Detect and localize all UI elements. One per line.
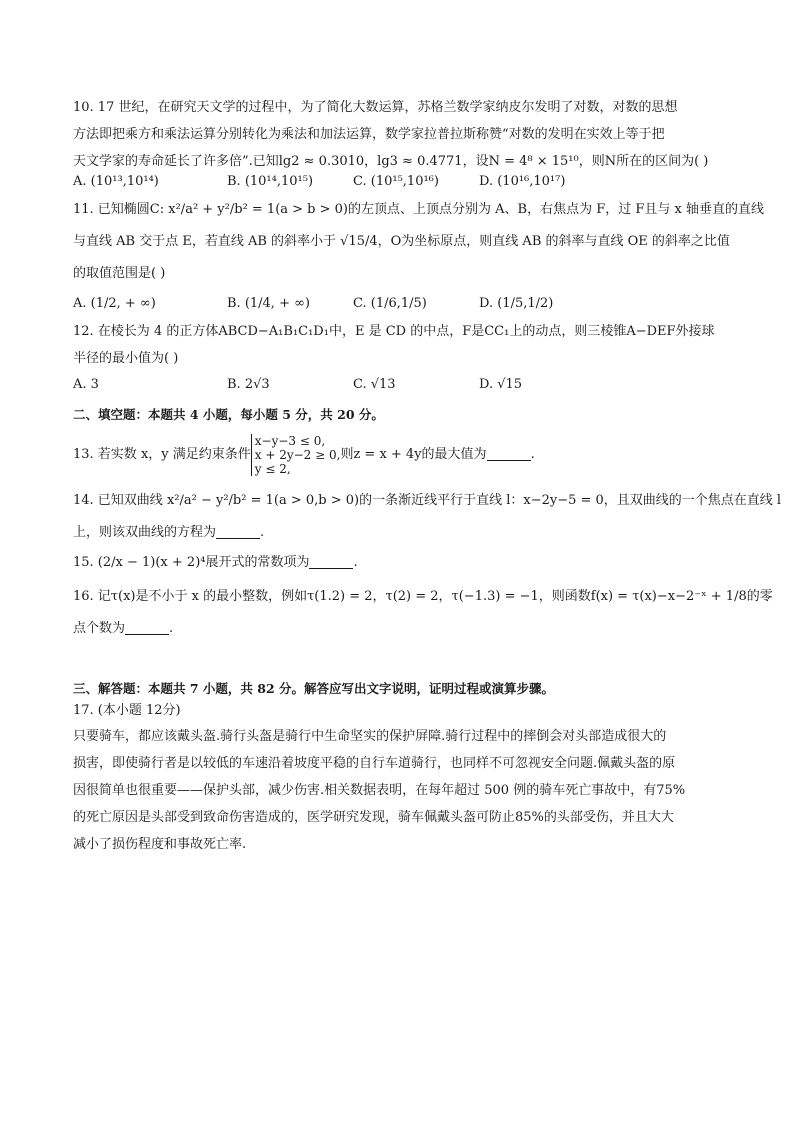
question-text: 的取值范围是( ) (73, 266, 166, 281)
option-b[interactable]: B. 2√3 (227, 377, 270, 392)
answer-blank[interactable] (309, 556, 353, 569)
question-text: 上，则该双曲线的方程为 (73, 525, 217, 540)
paragraph-line: 减小了损伤程度和事故死亡率. (73, 837, 247, 852)
question-title: 17. (本小题 12分) (73, 703, 181, 718)
answer-blank[interactable] (487, 448, 531, 461)
question-13: 13. 若实数 x，y 满足约束条件 x−y−3 ≤ 0, x + 2y−2 ≥ 0, y ≤ 2, 则z = x + 4y的最大值为 . (73, 433, 535, 476)
answer-blank[interactable] (125, 622, 169, 635)
section-heading: 二、填空题：本题共 4 小题，每小题 5 分，共 20 分。 (73, 407, 384, 422)
paragraph-line: 的死亡原因是头部受到致命伤害造成的，医学研究发现，骑车佩戴头盔可防止85%的头部受伤，并且大大 (73, 810, 674, 825)
option-c[interactable]: C. √13 (353, 377, 396, 392)
option-b[interactable]: B. (1/4, + ∞) (227, 296, 311, 311)
question-text: 则z = x + 4y的最大值为 (340, 447, 487, 462)
question-10 (73, 98, 723, 192)
option-d[interactable]: D. (1/5,1/2) (479, 296, 554, 311)
question-text: 点个数为 (73, 621, 126, 636)
options (73, 294, 723, 314)
exam-page (73, 98, 782, 855)
option-a[interactable]: A. (1/2, + ∞) (73, 296, 156, 311)
answer-blank[interactable] (216, 526, 260, 539)
question-text: 15. (2/x − 1)(x + 2)⁴展开式的常数项为 (73, 555, 310, 570)
option-a[interactable]: A. 3 (73, 377, 99, 392)
constraint: x + 2y−2 ≥ 0, (254, 447, 341, 462)
question-text: 半径的最小值为( ) (73, 351, 179, 366)
options (73, 375, 723, 395)
option-a[interactable]: A. (10¹³,10¹⁴) (73, 174, 159, 189)
paragraph-line: 损害，即使骑行者是以较低的车速沿着坡度平稳的自行车道骑行，也同样不可忽视安全问题.佩戴头盔的原 (73, 756, 676, 771)
question-12 (73, 322, 723, 395)
option-c[interactable]: C. (1/6,1/5) (353, 296, 427, 311)
question-17 (73, 701, 723, 855)
question-15: 15. (2/x − 1)(x + 2)⁴展开式的常数项为 . (73, 555, 358, 570)
question-text: 14. 已知双曲线 x²/a² − y²/b² = 1(a > 0,b > 0)的一条渐近线平行于直线 l：x−2y−5 = 0，且双曲线的一个焦点在直线 l (73, 493, 782, 508)
question-text: 天文学家的寿命延长了许多倍”.已知lg2 ≈ 0.3010，lg3 ≈ 0.4771，设N = 4⁸ × 15¹⁰，则N所在的区间为( ) (73, 154, 709, 169)
constraint: x−y−3 ≤ 0, (254, 433, 326, 448)
question-text: 13. 若实数 x，y 满足约束条件 (73, 447, 251, 462)
constraint-system (251, 434, 341, 476)
question-text: 与直线 AB 交于点 E，若直线 AB 的斜率小于 √15/4，O为坐标原点，则直线 AB 的斜率与直线 OE 的斜率之比值 (73, 234, 730, 249)
paragraph-line: 因很简单也很重要——保护头部，减少伤害.相关数据表明，在每年超过 500 例的骑车死亡事故中，有75% (73, 783, 686, 798)
question-text: 16. 记τ(x)是不小于 x 的最小整数，例如τ(1.2) = 2，τ(2) = 2，τ(−1.3) = −1，则函数f(x) = τ(x)−x−2⁻ˣ + 1/8的零 (73, 589, 773, 604)
option-d[interactable]: D. (10¹⁶,10¹⁷) (479, 174, 566, 189)
question-11 (73, 200, 764, 314)
option-d[interactable]: D. √15 (479, 377, 523, 392)
paragraph-line: 只要骑车，都应该戴头盔.骑行头盔是骑行中生命坚实的保护屏障.骑行过程中的摔倒会对头部造成很大的 (73, 729, 667, 744)
question-text: 10. 17 世纪，在研究天文学的过程中，为了简化大数运算，苏格兰数学家纳皮尔发明了对数，对数的思想 (73, 100, 678, 115)
section-heading: 三、解答题：本题共 7 小题，共 82 分。解答应写出文字说明，证明过程或演算步骤。 (73, 681, 555, 696)
question-14: 14. 已知双曲线 x²/a² − y²/b² = 1(a > 0,b > 0)的一条渐近线平行于直线 l：x−2y−5 = 0，且双曲线的一个焦点在直线 l 上，则该双曲线的方程为 . (73, 493, 782, 540)
question-text: 11. 已知椭圆C: x²/a² + y²/b² = 1(a > b > 0)的左顶点、上顶点分别为 A、B，右焦点为 F，过 F且与 x 轴垂直的直线 (73, 202, 764, 217)
option-c[interactable]: C. (10¹⁵,10¹⁶) (353, 174, 439, 189)
constraint: y ≤ 2, (254, 461, 291, 476)
options (73, 172, 723, 192)
question-text: 方法即把乘方和乘法运算分别转化为乘法和加法运算，数学家拉普拉斯称赞“对数的发明在实效上等于把 (73, 127, 665, 142)
question-16: 16. 记τ(x)是不小于 x 的最小整数，例如τ(1.2) = 2，τ(2) = 2，τ(−1.3) = −1，则函数f(x) = τ(x)−x−2⁻ˣ + 1/8的零 点个数为 . (73, 589, 773, 636)
option-b[interactable]: B. (10¹⁴,10¹⁵) (227, 174, 314, 189)
question-text: 12. 在棱长为 4 的正方体ABCD−A₁B₁C₁D₁中，E 是 CD 的中点，F是CC₁上的动点，则三棱锥A−DEF外接球 (73, 324, 715, 339)
